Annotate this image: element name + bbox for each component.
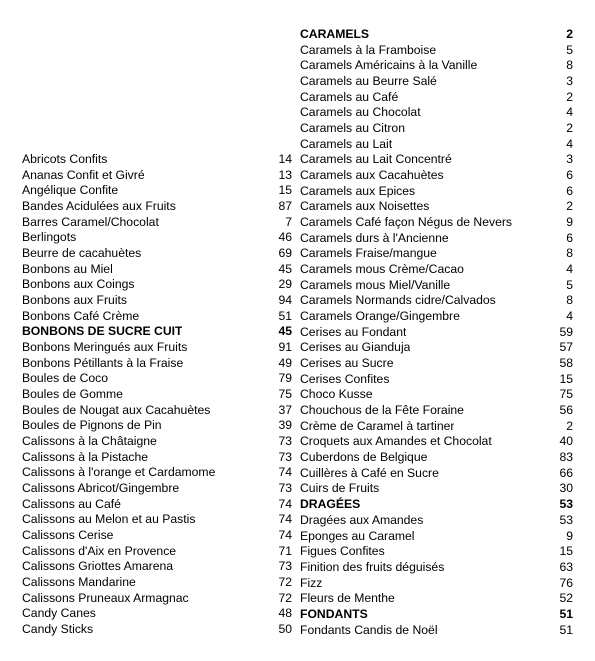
entry-count: 5: [566, 42, 573, 57]
index-section-heading: [22, 324, 292, 340]
index-entry: [22, 591, 292, 607]
entry-name: Abricots Confits: [22, 152, 108, 166]
entry-name: Angélique Confite: [22, 183, 119, 198]
entry-name: Croquets aux Amandes et Chocolat: [300, 434, 492, 449]
entry-count: 79: [278, 371, 292, 386]
index-entry: [300, 513, 573, 529]
index-entry: [22, 575, 292, 591]
index-entry: [22, 293, 292, 309]
entry-count: 94: [278, 293, 292, 308]
entry-count: 6: [566, 183, 573, 198]
entry-name: Ananas Confit et Givré: [22, 167, 145, 182]
entry-name: Calissons au Café: [22, 496, 121, 511]
entry-count: 56: [559, 403, 573, 418]
entry-name: Calissons Griottes Amarena: [22, 559, 174, 574]
entry-count: 14: [278, 152, 292, 166]
entry-name: Caramels Fraise/mangue: [300, 246, 437, 261]
index-column-right: [300, 27, 573, 638]
entry-count: 15: [559, 371, 573, 386]
entry-count: 2: [566, 121, 573, 136]
index-entry: [300, 387, 573, 403]
entry-name: Bonbons aux Coings: [22, 277, 135, 292]
entry-count: 71: [278, 543, 292, 558]
index-entry: [22, 183, 292, 199]
entry-count: 73: [278, 559, 292, 574]
entry-count: 57: [559, 340, 573, 355]
index-entry: [22, 262, 292, 278]
entry-name: Boules de Coco: [22, 371, 109, 386]
index-entry: [22, 277, 292, 293]
index-entry: [300, 121, 573, 137]
index-entry: [22, 528, 292, 544]
entry-count: 87: [278, 199, 292, 214]
entry-count: 4: [566, 136, 573, 151]
entry-count: 8: [566, 58, 573, 73]
entry-count: 59: [559, 324, 573, 339]
entry-count: 29: [278, 277, 292, 292]
entry-name: Calissons Mandarine: [22, 575, 136, 590]
index-entry: [22, 434, 292, 450]
entry-name: Crème de Caramel à tartiner: [300, 418, 455, 433]
entry-count: 2: [566, 199, 573, 214]
entry-count: 40: [559, 434, 573, 449]
index-entry: [300, 199, 573, 215]
entry-count: 51: [559, 606, 573, 621]
index-entry: [300, 325, 573, 341]
entry-name: Cerises Confites: [300, 371, 390, 386]
index-entry: [300, 466, 573, 482]
entry-name: Cuillères à Café en Sucre: [300, 465, 439, 480]
entry-count: 45: [278, 261, 292, 276]
entry-count: 91: [278, 340, 292, 355]
entry-name: Cuirs de Fruits: [300, 481, 380, 496]
entry-name: Bonbons Pétillants à la Fraise: [22, 355, 184, 370]
index-entry: [22, 215, 292, 231]
entry-name: Caramels au Lait: [300, 136, 393, 151]
entry-name: Caramels Orange/Gingembre: [300, 309, 460, 324]
entry-count: 69: [278, 246, 292, 261]
entry-name: Choco Kusse: [300, 387, 373, 402]
index-entry: [300, 90, 573, 106]
entry-count: 48: [278, 606, 292, 621]
index-entry: [300, 576, 573, 592]
entry-count: 51: [559, 622, 573, 637]
entry-count: 15: [278, 183, 292, 198]
entry-name: Candy Canes: [22, 606, 96, 621]
entry-count: 15: [559, 544, 573, 559]
entry-name: Calissons Pruneaux Armagnac: [22, 590, 189, 605]
index-entry: [22, 606, 292, 622]
entry-count: 76: [559, 575, 573, 590]
entry-count: 6: [566, 168, 573, 183]
entry-count: 8: [566, 246, 573, 261]
entry-name: Caramels au Lait Concentré: [300, 152, 452, 167]
index-section-heading: [300, 607, 573, 623]
index-entry: [22, 340, 292, 356]
entry-name: Bonbons Café Crème: [22, 308, 140, 323]
index-entry: [22, 622, 292, 638]
index-entry: [300, 544, 573, 560]
index-entry: [22, 309, 292, 325]
entry-count: 72: [278, 590, 292, 605]
entry-count: 72: [278, 575, 292, 590]
entry-name: Caramels à la Framboise: [300, 42, 437, 57]
entry-name: DRAGÉES: [300, 497, 361, 512]
entry-name: Boules de Gomme: [22, 387, 123, 402]
entry-count: 46: [278, 230, 292, 245]
entry-name: Caramels Normands cidre/Calvados: [300, 293, 496, 308]
entry-name: Calissons à la Pistache: [22, 449, 148, 464]
entry-count: 6: [566, 230, 573, 245]
entry-name: Fondants Candis de Noël: [300, 622, 438, 637]
entry-name: Chouchous de la Fête Foraine: [300, 403, 464, 418]
index-entry: [22, 246, 292, 262]
index-entry: [22, 230, 292, 246]
entry-count: 50: [278, 622, 292, 637]
entry-count: 30: [559, 481, 573, 496]
entry-name: Cerises au Sucre: [300, 356, 394, 371]
index-entry: [22, 559, 292, 575]
entry-name: Figues Confites: [300, 544, 385, 559]
entry-name: Caramels mous Miel/Vanille: [300, 277, 451, 292]
index-entry: [300, 529, 573, 545]
entry-count: 4: [566, 262, 573, 277]
entry-name: Finition des fruits déguisés: [300, 559, 445, 574]
entry-count: 39: [278, 418, 292, 433]
index-entry: [300, 403, 573, 419]
entry-name: CARAMELS: [300, 27, 370, 41]
entry-count: 51: [278, 308, 292, 323]
index-entry: [22, 512, 292, 528]
entry-name: Caramels au Café: [300, 89, 399, 104]
entry-count: 9: [566, 215, 573, 230]
entry-count: 73: [278, 434, 292, 449]
index-entry: [22, 481, 292, 497]
index-entry: [300, 340, 573, 356]
index-entry: [22, 371, 292, 387]
index-entry: [300, 623, 573, 639]
entry-name: Cerises au Fondant: [300, 324, 407, 339]
index-entry: [22, 465, 292, 481]
index-entry: [300, 450, 573, 466]
index-entry: [300, 184, 573, 200]
index-entry: [22, 403, 292, 419]
entry-count: 2: [566, 89, 573, 104]
index-entry: [300, 74, 573, 90]
entry-count: 74: [278, 465, 292, 480]
index-entry: [22, 450, 292, 466]
entry-name: Fleurs de Menthe: [300, 591, 395, 606]
entry-count: 73: [278, 449, 292, 464]
index-column-left: [22, 152, 292, 638]
entry-name: Cerises au Gianduja: [300, 340, 411, 355]
entry-count: 2: [566, 418, 573, 433]
index-entry: [22, 387, 292, 403]
entry-count: 4: [566, 105, 573, 120]
index-entry: [300, 356, 573, 372]
index-entry: [300, 152, 573, 168]
entry-name: Berlingots: [22, 230, 77, 245]
index-section-heading: [300, 27, 573, 43]
entry-name: Caramels au Chocolat: [300, 105, 421, 120]
index-entry: [22, 497, 292, 513]
entry-count: 37: [278, 402, 292, 417]
entry-count: 49: [278, 355, 292, 370]
index-entry: [300, 231, 573, 247]
index-entry: [300, 215, 573, 231]
index-entry: [22, 152, 292, 168]
entry-count: 74: [278, 512, 292, 527]
entry-count: 3: [566, 74, 573, 89]
index-entry: [22, 199, 292, 215]
entry-count: 75: [278, 387, 292, 402]
index-entry: [300, 419, 573, 435]
entry-name: Caramels Café façon Négus de Nevers: [300, 215, 513, 230]
index-entry: [300, 168, 573, 184]
index-entry: [300, 137, 573, 153]
entry-name: Calissons à l'orange et Cardamome: [22, 465, 216, 480]
index-entry: [300, 105, 573, 121]
index-entry: [300, 481, 573, 497]
entry-count: 63: [559, 559, 573, 574]
index-entry: [22, 356, 292, 372]
entry-name: Candy Sticks: [22, 622, 94, 637]
entry-name: Bonbons Meringués aux Fruits: [22, 340, 188, 355]
index-entry: [300, 278, 573, 294]
entry-name: Barres Caramel/Chocolat: [22, 214, 159, 229]
entry-count: 53: [559, 497, 573, 512]
entry-name: Cuberdons de Belgique: [300, 450, 428, 465]
index-entry: [300, 246, 573, 262]
entry-count: 8: [566, 293, 573, 308]
index-entry: [22, 418, 292, 434]
entry-count: 73: [278, 481, 292, 496]
entry-count: 74: [278, 528, 292, 543]
entry-name: Calissons à la Châtaigne: [22, 434, 157, 449]
entry-count: 7: [285, 214, 292, 229]
entry-name: Bonbons aux Fruits: [22, 293, 128, 308]
entry-count: 75: [559, 387, 573, 402]
entry-count: 2: [566, 27, 573, 41]
entry-name: Beurre de cacahuètes: [22, 246, 142, 261]
entry-name: Caramels Américains à la Vanille: [300, 58, 478, 73]
entry-count: 4: [566, 309, 573, 324]
index-section-heading: [300, 497, 573, 513]
entry-name: BONBONS DE SUCRE CUIT: [22, 324, 183, 339]
index-entry: [300, 372, 573, 388]
entry-name: Caramels durs à l'Ancienne: [300, 230, 449, 245]
entry-name: Calissons Abricot/Gingembre: [22, 481, 180, 496]
index-entry: [22, 544, 292, 560]
entry-count: 74: [278, 496, 292, 511]
entry-count: 3: [566, 152, 573, 167]
entry-name: Boules de Nougat aux Cacahuètes: [22, 402, 211, 417]
index-entry: [300, 293, 573, 309]
index-entry: [300, 58, 573, 74]
entry-name: Eponges au Caramel: [300, 528, 415, 543]
entry-count: 52: [559, 591, 573, 606]
entry-name: Caramels au Beurre Salé: [300, 74, 437, 89]
entry-name: Caramels au Citron: [300, 121, 405, 136]
entry-count: 58: [559, 356, 573, 371]
entry-count: 9: [566, 528, 573, 543]
entry-name: Caramels mous Crème/Cacao: [300, 262, 464, 277]
entry-count: 53: [559, 512, 573, 527]
entry-name: Bonbons au Miel: [22, 261, 113, 276]
entry-count: 5: [566, 277, 573, 292]
entry-name: Boules de Pignons de Pin: [22, 418, 162, 433]
entry-count: 45: [278, 324, 292, 339]
entry-name: Caramels aux Epices: [300, 183, 416, 198]
entry-name: Calissons au Melon et au Pastis: [22, 512, 196, 527]
entry-name: Bandes Acidulées aux Fruits: [22, 199, 176, 214]
index-entry: [300, 434, 573, 450]
entry-name: Fizz: [300, 575, 323, 590]
entry-name: Dragées aux Amandes: [300, 512, 424, 527]
entry-name: Calissons Cerise: [22, 528, 114, 543]
index-entry: [300, 591, 573, 607]
entry-name: Caramels aux Noisettes: [300, 199, 430, 214]
entry-count: 13: [278, 167, 292, 182]
entry-name: FONDANTS: [300, 606, 368, 621]
entry-count: 66: [559, 465, 573, 480]
index-entry: [22, 168, 292, 184]
index-entry: [300, 309, 573, 325]
index-entry: [300, 560, 573, 576]
entry-count: 83: [559, 450, 573, 465]
index-entry: [300, 43, 573, 59]
index-entry: [300, 262, 573, 278]
entry-name: Calissons d'Aix en Provence: [22, 543, 177, 558]
entry-name: Caramels aux Cacahuètes: [300, 168, 444, 183]
